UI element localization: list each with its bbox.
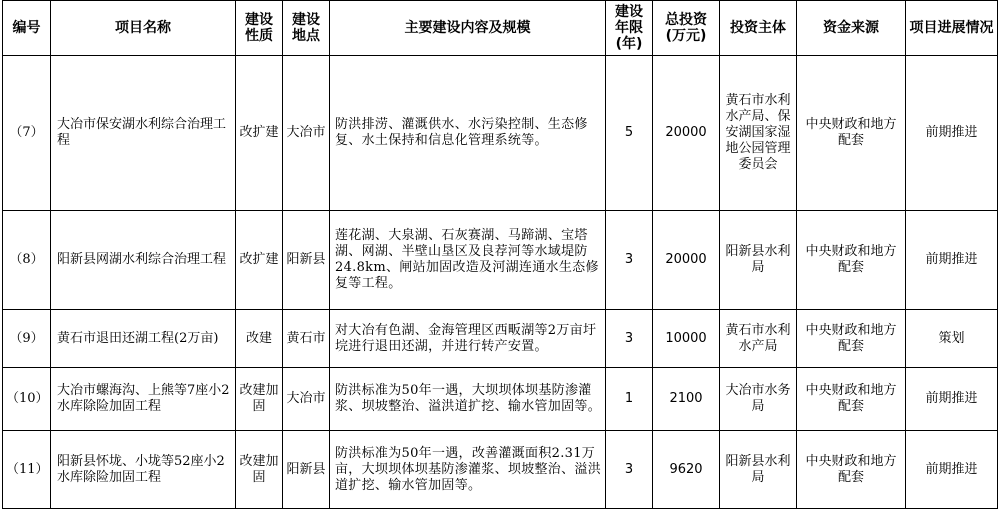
cell-period: 1 — [606, 368, 653, 431]
cell-project-name: 阳新县怀垅、小垅等52座小2水库除险加固工程 — [51, 431, 236, 509]
table-row — [3, 368, 998, 431]
cell-investor: 阳新县水利局 — [720, 431, 797, 509]
cell-investor: 大冶市水务局 — [720, 368, 797, 431]
cell-no: （10） — [3, 368, 51, 431]
cell-no: （11） — [3, 431, 51, 509]
cell-investor: 黄石市水利水产局 — [720, 310, 797, 368]
header-row — [3, 1, 998, 56]
table-row — [3, 211, 998, 310]
cell-content: 防洪标准为50年一遇，改善灌溉面积2.31万亩，大坝坝体坝基防渗灌浆、坝坡整治、溢洪道扩挖、输水管加固等。 — [330, 431, 606, 509]
header-fund-source: 资金来源 — [797, 1, 906, 56]
cell-nature: 改扩建 — [236, 211, 283, 310]
cell-fund-source: 中央财政和地方配套 — [797, 431, 906, 509]
cell-content: 对大冶有色湖、金海管理区西畈湖等2万亩圩垸进行退田还湖，并进行转产安置。 — [330, 310, 606, 368]
cell-content: 防洪排涝、灌溉供水、水污染控制、生态修复、水土保持和信息化管理系统等。 — [330, 56, 606, 211]
cell-progress: 前期推进 — [906, 211, 998, 310]
cell-project-name: 大冶市保安湖水利综合治理工程 — [51, 56, 236, 211]
cell-no: （7） — [3, 56, 51, 211]
header-content: 主要建设内容及规模 — [330, 1, 606, 56]
cell-nature: 改建加固 — [236, 431, 283, 509]
table-row — [3, 56, 998, 211]
cell-progress: 前期推进 — [906, 368, 998, 431]
cell-no: （9） — [3, 310, 51, 368]
cell-progress: 前期推进 — [906, 431, 998, 509]
cell-progress: 前期推进 — [906, 56, 998, 211]
cell-nature: 改建加固 — [236, 368, 283, 431]
cell-project-name: 阳新县网湖水利综合治理工程 — [51, 211, 236, 310]
cell-investment: 2100 — [653, 368, 720, 431]
header-name: 项目名称 — [51, 1, 236, 56]
cell-fund-source: 中央财政和地方配套 — [797, 368, 906, 431]
cell-location: 阳新县 — [283, 431, 330, 509]
cell-investor: 黄石市水利水产局、保安湖国家湿地公园管理委员会 — [720, 56, 797, 211]
cell-location: 黄石市 — [283, 310, 330, 368]
cell-investment: 10000 — [653, 310, 720, 368]
cell-investor: 阳新县水利局 — [720, 211, 797, 310]
cell-location: 阳新县 — [283, 211, 330, 310]
header-investment: 总投资(万元) — [653, 1, 720, 56]
cell-period: 5 — [606, 56, 653, 211]
cell-location: 大冶市 — [283, 368, 330, 431]
cell-fund-source: 中央财政和地方配套 — [797, 310, 906, 368]
cell-period: 3 — [606, 431, 653, 509]
header-nature: 建设性质 — [236, 1, 283, 56]
cell-nature: 改建 — [236, 310, 283, 368]
cell-location: 大冶市 — [283, 56, 330, 211]
cell-period: 3 — [606, 211, 653, 310]
header-progress: 项目进展情况 — [906, 1, 998, 56]
cell-project-name: 黄石市退田还湖工程(2万亩) — [51, 310, 236, 368]
cell-nature: 改扩建 — [236, 56, 283, 211]
cell-fund-source: 中央财政和地方配套 — [797, 56, 906, 211]
table-row — [3, 310, 998, 368]
cell-content: 莲花湖、大泉湖、石灰赛湖、马蹄湖、宝塔湖、网湖、半壁山垦区及良荐河等水域堤防24.8km、闸站加固改造及河湖连通水生态修复等工程。 — [330, 211, 606, 310]
cell-content: 防洪标准为50年一遇，大坝坝体坝基防渗灌浆、坝坡整治、溢洪道扩挖、输水管加固等。 — [330, 368, 606, 431]
cell-investment: 20000 — [653, 56, 720, 211]
cell-project-name: 大冶市螺海沟、上熊等7座小2水库除险加固工程 — [51, 368, 236, 431]
cell-no: （8） — [3, 211, 51, 310]
cell-investment: 20000 — [653, 211, 720, 310]
table-row — [3, 431, 998, 509]
header-location: 建设地点 — [283, 1, 330, 56]
cell-progress: 策划 — [906, 310, 998, 368]
cell-investment: 9620 — [653, 431, 720, 509]
header-investor: 投资主体 — [720, 1, 797, 56]
header-period: 建设年限(年) — [606, 1, 653, 56]
project-table — [2, 0, 998, 509]
cell-period: 3 — [606, 310, 653, 368]
header-no: 编号 — [3, 1, 51, 56]
cell-fund-source: 中央财政和地方配套 — [797, 211, 906, 310]
